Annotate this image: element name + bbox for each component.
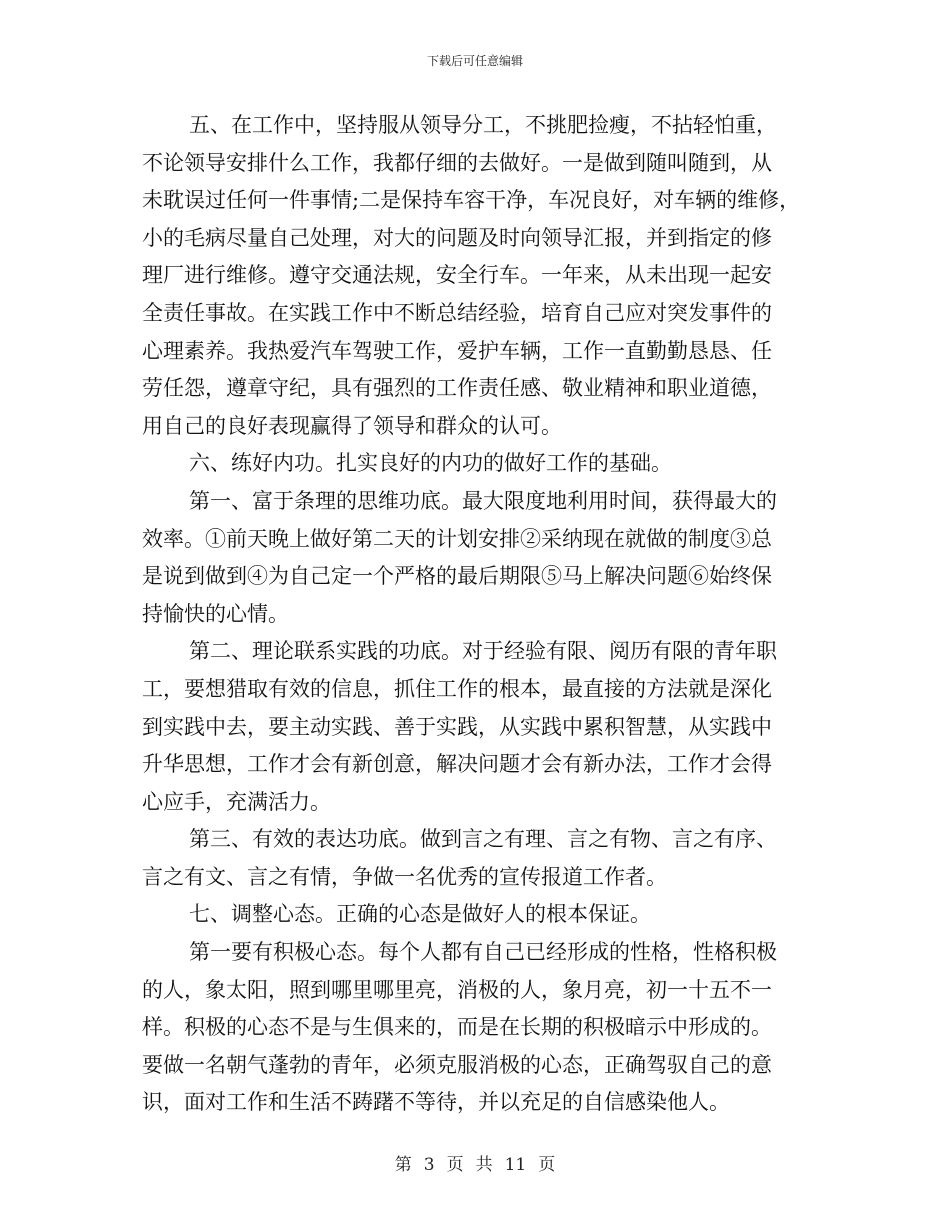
- total-pages: 11: [504, 1155, 527, 1175]
- text-line: 第三、有效的表达功底。做到言之有理、言之有物、言之有序、: [189, 827, 777, 852]
- text-line: 第一、富于条理的思维功底。最大限度地利用时间，获得最大的: [189, 488, 777, 513]
- text-line: 七、调整心态。正确的心态是做好人的根本保证。: [189, 902, 651, 927]
- text-line: 样。积极的心态不是与生俱来的，而是在长期的积极暗示中形成的。: [142, 1015, 772, 1040]
- text-line: 未耽误过任何一件事情;二是保持车容干净，车况良好，对车辆的维修，: [142, 188, 801, 213]
- text-line: 持愉快的心情。: [142, 601, 289, 626]
- text-line: 识，面对工作和生活不踌躇不等待，并以充足的自信感染他人。: [142, 1090, 730, 1115]
- text-line: 工，要想猎取有效的信息，抓住工作的根本，最直接的方法就是深化: [142, 676, 772, 701]
- page-header: 下载后可任意编辑: [426, 54, 523, 68]
- text-line: 的人，象太阳，照到哪里哪里亮，消极的人，象月亮，初一十五不一: [142, 977, 772, 1002]
- page-label-middle: 页: [446, 1155, 464, 1175]
- text-line: 第二、理论联系实践的功底。对于经验有限、阅历有限的青年职: [189, 639, 777, 664]
- text-line: 用自己的良好表现赢得了领导和群众的认可。: [142, 413, 562, 438]
- total-label: 共: [475, 1155, 493, 1175]
- text-line: 六、练好内功。扎实良好的内功的做好工作的基础。: [189, 451, 672, 476]
- text-line: 五、在工作中，坚持服从领导分工，不挑肥捡瘦，不拈轻怕重，: [189, 113, 777, 137]
- document-body: [142, 107, 822, 1122]
- page-label-prefix: 第: [394, 1155, 412, 1175]
- text-line: 心理素养。我热爱汽车驾驶工作，爱护车辆，工作一直勤勤恳恳、任: [142, 338, 772, 363]
- text-line: 劳任怨，遵章守纪，具有强烈的工作责任感、敬业精神和职业道德，: [142, 376, 772, 401]
- text-line: 到实践中去，要主动实践、善于实践，从实践中累积智慧，从实践中: [142, 714, 772, 739]
- text-line: 效率。①前天晚上做好第二天的计划安排②采纳现在就做的制度③总: [142, 526, 772, 551]
- text-line: 言之有文、言之有情，争做一名优秀的宣传报道工作者。: [142, 864, 667, 889]
- text-line: 小的毛病尽量自己处理，对大的问题及时向领导汇报，并到指定的修: [142, 225, 772, 250]
- text-line: 第一要有积极心态。每个人都有自己已经形成的性格，性格积极: [189, 940, 777, 965]
- page-label-suffix: 页: [538, 1155, 556, 1175]
- text-line: 心应手，充满活力。: [142, 789, 331, 814]
- text-line: 要做一名朝气蓬勃的青年，必须克服消极的心态，正确驾驭自己的意: [142, 1052, 772, 1077]
- text-line: 是说到做到④为自己定一个严格的最后期限⑤马上解决问题⑥始终保: [142, 564, 772, 589]
- text-line: 升华思想，工作才会有新创意，解决问题才会有新办法，工作才会得: [142, 752, 772, 777]
- text-line: 全责任事故。在实践工作中不断总结经验，培育自己应对突发事件的: [142, 300, 772, 325]
- text-line: 不论领导安排什么工作，我都仔细的去做好。一是做到随叫随到，从: [142, 150, 772, 175]
- page-footer: [0, 1154, 950, 1176]
- page-number: 3: [423, 1155, 435, 1175]
- text-line: 理厂进行维修。遵守交通法规，安全行车。一年来，从未出现一起安: [142, 263, 772, 288]
